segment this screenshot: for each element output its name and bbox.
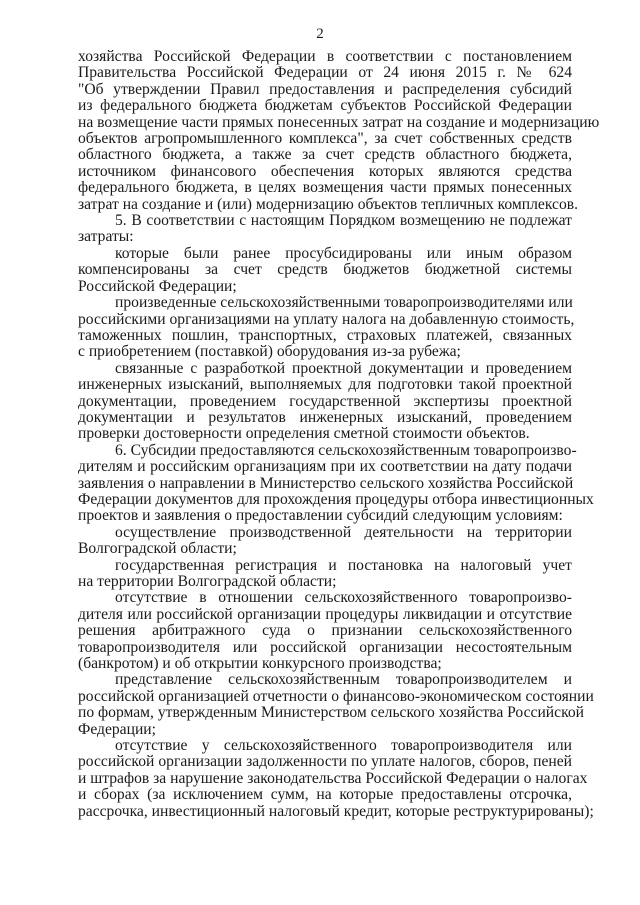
text-line: российской организации задолженности по уплате налогов, сборов, пеней — [78, 753, 572, 771]
text-line: инженерных изысканий, выполняемых для подготовки такой проектной — [78, 376, 572, 394]
text-line: представление сельскохозяйственным товаропроизводителем и — [115, 671, 572, 689]
text-line: которые были ранее просубсидированы или иным образом — [115, 244, 572, 262]
text-line: объектов агропромышленного комплекса", за счет собственных средств — [78, 130, 572, 148]
text-line: хозяйства Российской Федерации в соответствии с постановлением — [78, 48, 572, 65]
paragraph — [78, 671, 594, 738]
text-line: федерального бюджета, в целях возмещения части прямых понесенных — [78, 179, 572, 197]
text-line: из федерального бюджета бюджетам субъектов Российской Федерации — [78, 97, 572, 115]
text-line: отсутствие у сельскохозяйственного товаропроизводителя или — [115, 737, 572, 755]
text-line: источником финансового обеспечения которых являются средства — [78, 162, 572, 180]
text-line: Правительства Российской Федерации от 24 июня 2015 г. № 624 — [78, 64, 572, 82]
text-line: затрат на создание и (или) модернизацию объектов тепличных комплексов. — [78, 195, 579, 213]
text-line: документации, проведением государственной экспертизы проектной — [78, 392, 572, 410]
text-line: документации и результатов инженерных изысканий, проведением — [78, 408, 572, 426]
text-line: российскими организациями на уплату налога на добавленную стоимость, — [78, 310, 575, 328]
text-line: товаропроизводителя или российской организации несостоятельным — [78, 638, 572, 656]
paragraph — [78, 294, 575, 361]
text-line: Федерации документов для прохождения процедуры отбора инвестиционных — [78, 490, 594, 508]
text-line: на возмещение части прямых понесенных затрат на создание и модернизацию — [78, 113, 600, 131]
text-line: заявления о направлении в Министерство сельского хозяйства Российской — [78, 474, 574, 492]
text-line: затраты: — [78, 228, 134, 246]
paragraph — [78, 48, 600, 213]
text-line: отсутствие в отношении сельскохозяйственного товаропроизво- — [115, 589, 572, 607]
text-line: и сборах (за исключением сумм, на которые предоставлены отсрочка, — [78, 786, 572, 804]
text-line: российской организацией отчетности о финансово-экономическом состоянии — [78, 687, 594, 705]
text-line: проверки достоверности определения сметной стоимости объектов. — [78, 425, 530, 443]
paragraph — [78, 213, 572, 246]
text-line: с приобретением (поставкой) оборудования из-за рубежа; — [78, 343, 461, 361]
text-line: "Об утверждении Правил предоставления и распределения субсидий — [78, 80, 572, 98]
text-line: компенсированы за счет средств бюджетов бюджетной системы — [78, 261, 572, 279]
paragraph — [78, 737, 594, 820]
text-line: Волгоградской области; — [78, 540, 237, 558]
text-line: Федерации; — [78, 720, 156, 738]
text-line: проектов и заявления о предоставлении субсидий следующим условиям: — [78, 507, 563, 525]
text-line: и штрафов за нарушение законодательства Российской Федерации о налогах — [78, 769, 588, 787]
text-line: (банкротом) и об открытии конкурсного производства; — [78, 655, 442, 673]
text-line: дителям и российским организациям при их соответствии на дату подачи — [78, 458, 572, 476]
paragraph — [78, 525, 572, 558]
text-line: государственная регистрация и постановка на налоговый учет — [115, 556, 572, 574]
paragraph — [78, 590, 572, 672]
paragraph — [78, 246, 572, 295]
paragraph — [78, 361, 572, 443]
text-line: рассрочка, инвестиционный налоговый кредит, которые реструктурированы); — [78, 802, 594, 820]
text-line: дителя или российской организации процедуры ликвидации и отсутствие — [78, 605, 572, 623]
text-line: по формам, утвержденным Министерством сельского хозяйства Российской — [78, 704, 584, 722]
paragraph — [78, 558, 572, 591]
text-line: областного бюджета, а также за счет средств областного бюджета, — [78, 146, 572, 164]
page-number: 2 — [316, 26, 324, 42]
text-line: 6. Субсидии предоставляются сельскохозяйственным товаропроизво- — [115, 441, 577, 459]
text-line: решения арбитражного суда о признании сельскохозяйственного — [78, 622, 572, 640]
text-line: 5. В соответствии с настоящим Порядком возмещению не подлежат — [115, 212, 572, 230]
text-line: Российской Федерации; — [78, 277, 237, 295]
text-line: произведенные сельскохозяйственными товаропроизводителями или — [115, 294, 573, 312]
text-line: таможенных пошлин, транспортных, страховых платежей, связанных — [78, 326, 572, 344]
text-line: на территории Волгоградской области; — [78, 573, 337, 590]
document-body — [78, 48, 600, 820]
text-line: связанные с разработкой проектной документации и проведением — [115, 359, 572, 377]
paragraph — [78, 441, 594, 525]
text-line: осуществление производственной деятельности на территории — [115, 523, 572, 541]
